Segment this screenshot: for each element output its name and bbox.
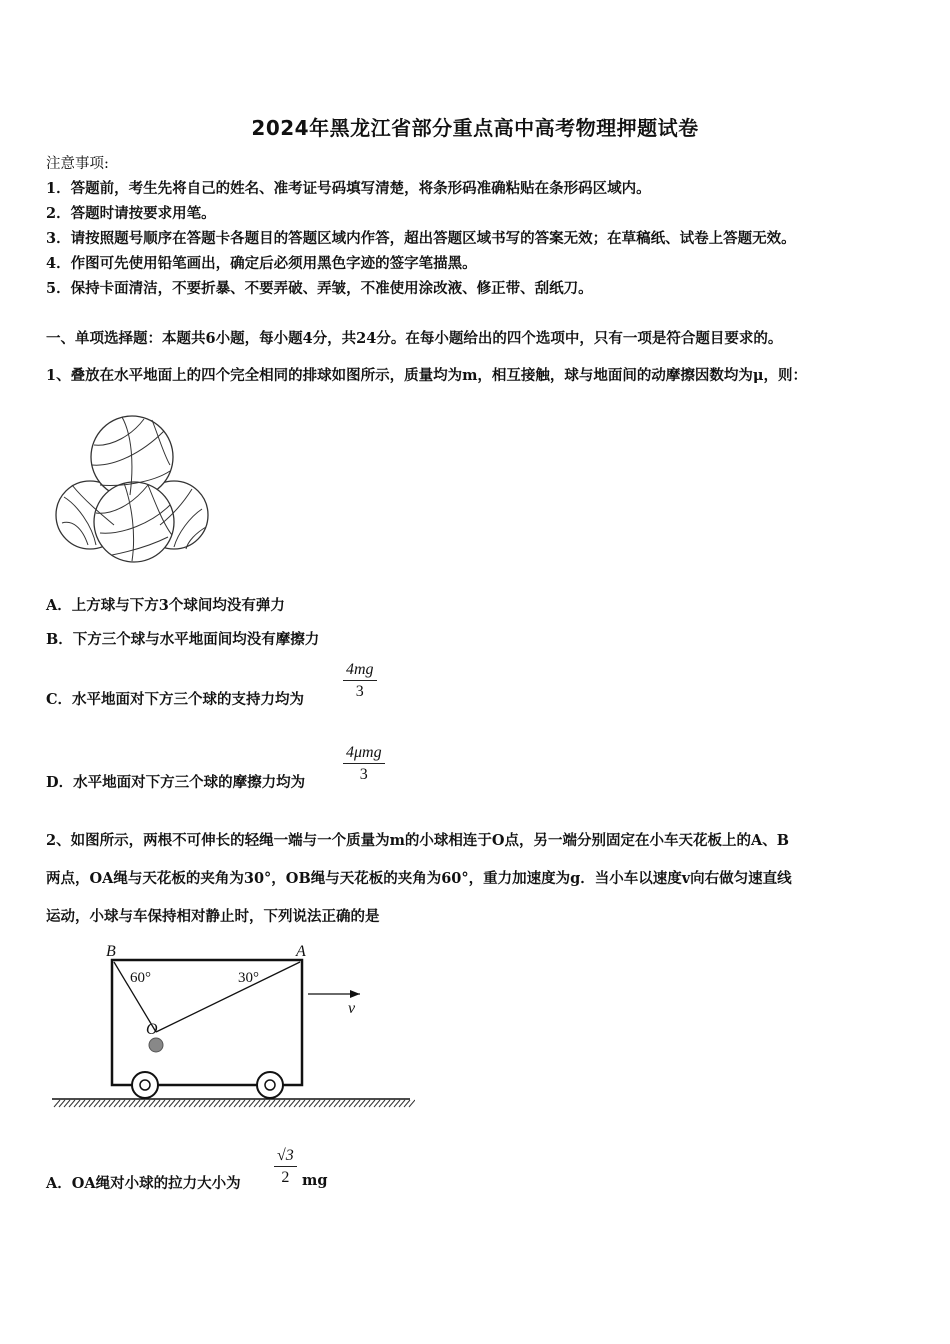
ground-hatch-line [399,1100,405,1107]
ground-hatch-line [339,1100,345,1107]
ground-hatch-line [149,1100,155,1107]
ground-hatch-line [234,1100,240,1107]
ground-hatch-line [59,1100,65,1107]
ground-hatch-line [349,1100,355,1107]
angle-b-label: 60° [130,970,151,986]
ground-hatch-line [79,1100,85,1107]
label-v: v [348,1000,356,1017]
ground-hatch-line [54,1100,60,1107]
ground-hatch-line [179,1100,185,1107]
ground-hatch-line [304,1100,310,1107]
ground-hatch-line [354,1100,360,1107]
ground-hatch-line [254,1100,260,1107]
cart-figure [50,938,415,1113]
ground-hatch-line [224,1100,230,1107]
option-a-suffix: mg [302,1172,328,1189]
fraction-denominator: 3 [359,766,368,783]
note-item: 3．请按照题号顺序在答题卡各题目的答题区域内作答，超出答题区域书写的答案无效；在草稿纸、试卷上答题无效。 [46,230,796,247]
ground-hatch-line [84,1100,90,1107]
ground-hatch-line [104,1100,110,1107]
ground-hatch-line [364,1100,370,1107]
ground-hatch-line [129,1100,135,1107]
ground-hatch-line [294,1100,300,1107]
option-a-text: A．OA绳对小球的拉力大小为 [46,1175,241,1192]
ground-hatch-line [209,1100,215,1107]
angle-a-label: 30° [238,970,259,986]
note-item: 4．作图可先使用铅笔画出，确定后必须用黑色字迹的签字笔描黑。 [46,255,477,272]
ground-hatch-line [249,1100,255,1107]
ground-hatch-line [404,1100,410,1107]
ground-hatch-line [409,1100,415,1107]
fraction-sqrt3-over-2 [274,1146,297,1189]
fraction-denominator: 3 [355,683,364,700]
ground-hatch-line [244,1100,250,1107]
question-1-stem: 1、叠放在水平地面上的四个完全相同的排球如图所示，质量均为m，相互接触，球与地面间的动摩擦因数均为μ，则： [46,367,808,384]
ground-hatch-line [324,1100,330,1107]
volleyball-stack-figure [52,405,214,565]
ground-hatch-line [204,1100,210,1107]
question-1-option-c: C．水平地面对下方三个球的支持力均为 [46,691,305,708]
page-title: 2024年黑龙江省部分重点高中高考物理押题试卷 [251,116,699,140]
ground-hatch-line [94,1100,100,1107]
fraction-4umg-over-3 [343,743,385,786]
fraction-numerator: 4mg [343,660,377,681]
ground-hatch-line [264,1100,270,1107]
ground-hatch-line [194,1100,200,1107]
ground-hatch-line [239,1100,245,1107]
ground-hatch-line [259,1100,265,1107]
ground-hatch-line [219,1100,225,1107]
ground-hatch-line [329,1100,335,1107]
label-o: O [146,1021,158,1038]
section-heading: 一、单项选择题：本题共6小题，每小题4分，共24分。在每小题给出的四个选项中，只有一项是符合题目要求的。 [46,330,783,347]
ground-hatch-line [99,1100,105,1107]
ground-hatch-line [174,1100,180,1107]
note-item: 2．答题时请按要求用笔。 [46,205,216,222]
question-2-stem-line-2: 两点，OA绳与天花板的夹角为30°，OB绳与天花板的夹角为60°，重力加速度为g．当小车以速度v向右做匀速直线 [46,870,792,887]
ground-hatch-line [384,1100,390,1107]
question-2-stem-line-1: 2、如图所示，两根不可伸长的轻绳一端与一个质量为m的小球相连于O点，另一端分别固定在小车天花板上的A、B [46,832,790,849]
question-1-option-d: D．水平地面对下方三个球的摩擦力均为 [46,774,306,791]
label-a: A [296,943,306,960]
ground-hatch-line [379,1100,385,1107]
fraction-numerator: √3 [274,1146,297,1167]
ground-hatch-line [334,1100,340,1107]
ground-hatch-line [274,1100,280,1107]
ground-hatch-line [164,1100,170,1107]
ground-hatch-line [74,1100,80,1107]
ground-hatch-line [109,1100,115,1107]
ground-hatch-line [119,1100,125,1107]
ground-hatch-line [229,1100,235,1107]
ground-hatch-line [144,1100,150,1107]
ground-hatch-line [289,1100,295,1107]
ground-hatch-line [184,1100,190,1107]
ground-hatch-line [309,1100,315,1107]
ground-hatch-line [284,1100,290,1107]
ground-hatch-line [124,1100,130,1107]
ground-hatch-line [214,1100,220,1107]
question-1-option-a: A．上方球与下方3个球间均没有弹力 [46,597,285,614]
fraction-numerator: 4μmg [343,743,385,764]
ground-hatch-line [369,1100,375,1107]
fraction-denominator: 2 [281,1169,290,1186]
question-2-option-a [46,1172,241,1193]
ground-hatch-line [199,1100,205,1107]
ground-hatch-line [374,1100,380,1107]
ground-hatch-line [154,1100,160,1107]
ground-hatch-line [269,1100,275,1107]
ground-hatch-line [169,1100,175,1107]
fraction-4mg-over-3 [343,660,377,703]
ground-hatch-line [189,1100,195,1107]
notes-heading: 注意事项: [46,156,109,172]
ground-hatch-line [319,1100,325,1107]
ground-hatch-line [64,1100,70,1107]
ground-hatch-line [139,1100,145,1107]
ground-hatch-line [389,1100,395,1107]
question-2-stem-line-3: 运动，小球与车保持相对静止时，下列说法正确的是 [46,908,380,925]
ground-hatch-line [344,1100,350,1107]
ground-hatch-line [299,1100,305,1107]
ground-hatch-line [134,1100,140,1107]
ground-hatch-line [314,1100,320,1107]
ground-hatch-line [114,1100,120,1107]
ground-hatch-line [394,1100,400,1107]
ground-hatch-line [89,1100,95,1107]
ground-hatch-line [279,1100,285,1107]
label-b: B [106,943,116,960]
note-item: 5．保持卡面清洁，不要折暴、不要弄破、弄皱，不准使用涂改液、修正带、刮纸刀。 [46,280,593,297]
ground-hatch-line [359,1100,365,1107]
question-1-option-b: B．下方三个球与水平地面间均没有摩擦力 [46,631,320,648]
ground-hatch-line [69,1100,75,1107]
ground-hatch-line [159,1100,165,1107]
note-item: 1．答题前，考生先将自己的姓名、准考证号码填写清楚，将条形码准确粘贴在条形码区域内。 [46,180,651,197]
